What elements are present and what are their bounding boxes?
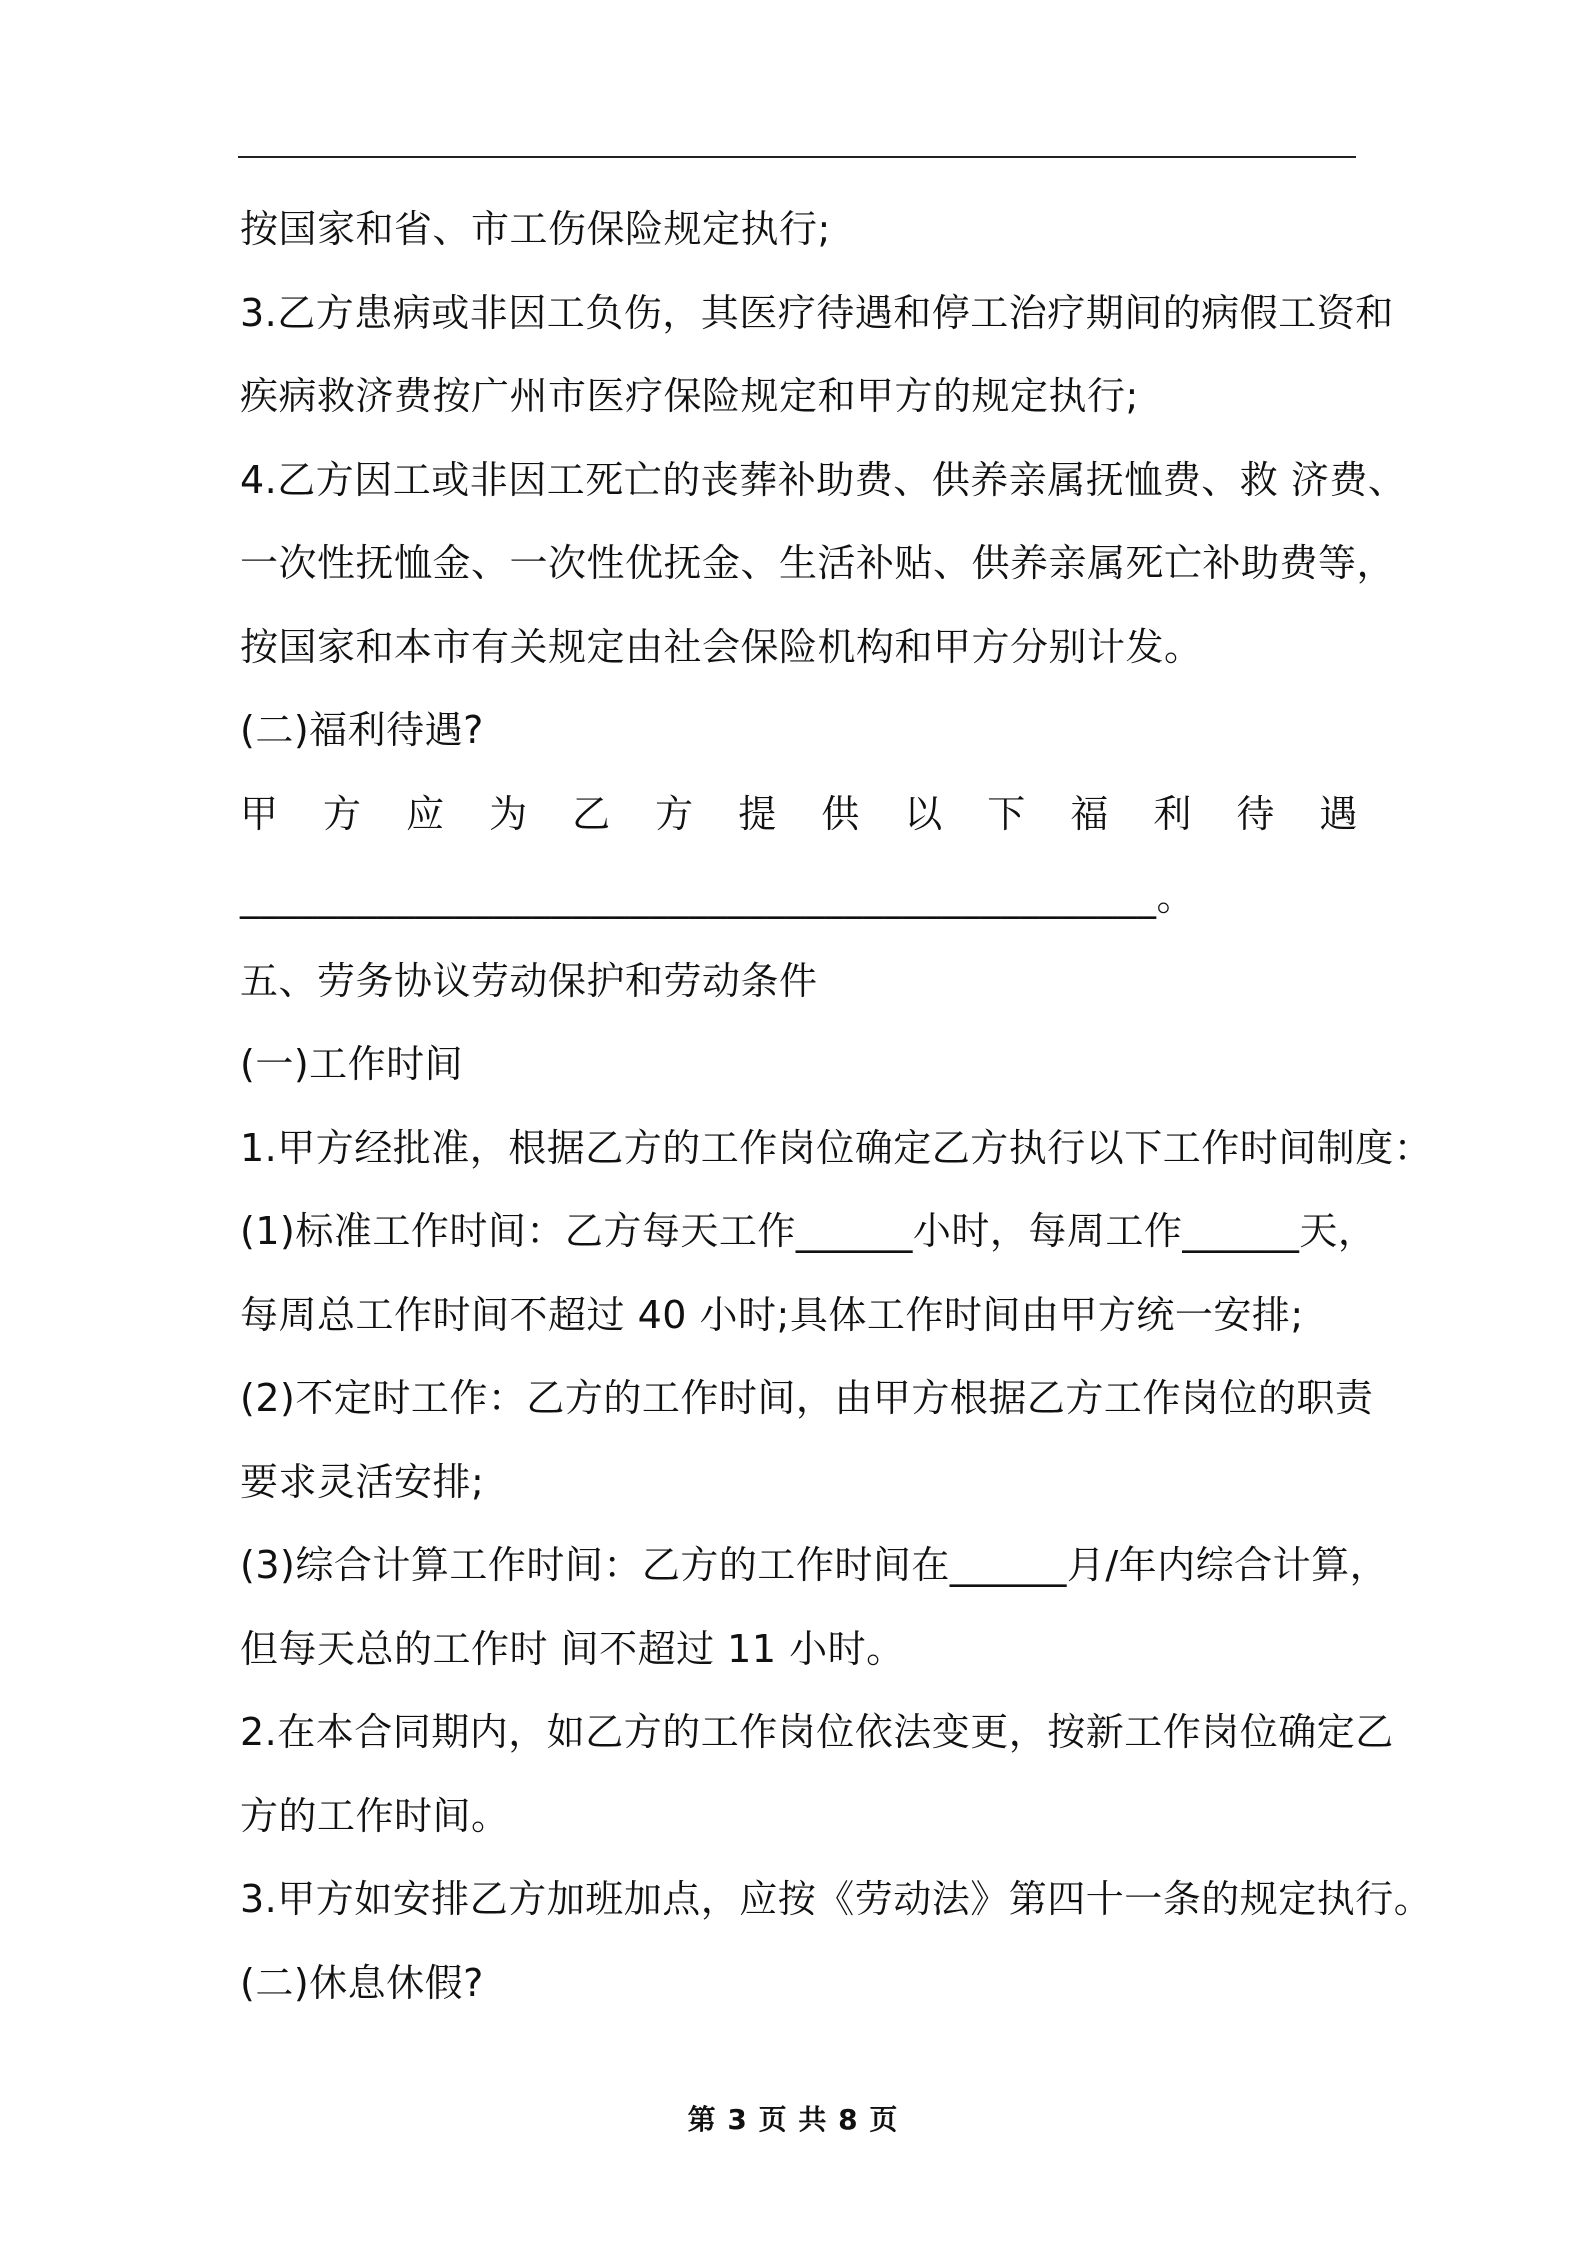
text-line: (1)标准工作时间：乙方每天工作______小时，每周工作______天，	[240, 1209, 1377, 1253]
text-line: 要求灵活安排;	[240, 1459, 485, 1504]
text-line: 2.在本合同期内，如乙方的工作岗位依法变更，按新工作岗位确定乙	[240, 1710, 1394, 1754]
spread-char: 遇	[1319, 791, 1358, 836]
spread-char: 乙	[572, 791, 611, 836]
spread-char: 福	[1070, 791, 1109, 836]
text-line: 按国家和本市有关规定由社会保险机构和甲方分别计发。	[240, 624, 1203, 669]
text-line: 疾病救济费按广州市医疗保险规定和甲方的规定执行;	[240, 374, 1139, 418]
text-line: 4.乙方因工或非因工死亡的丧葬补助费、供养亲属抚恤费、救 济费、	[240, 457, 1407, 502]
spread-char: 甲	[240, 791, 279, 836]
text-line: 方的工作时间。	[240, 1793, 510, 1838]
text-line: (2)不定时工作：乙方的工作时间，由甲方根据乙方工作岗位的职责	[240, 1376, 1374, 1420]
section-heading: (二)福利待遇?	[240, 708, 484, 752]
spread-char: 待	[1236, 791, 1275, 836]
spread-char: 供	[821, 791, 860, 836]
spread-char: 应	[406, 791, 445, 836]
fill-blank-line: _______________________________________________。	[240, 875, 1196, 919]
section-heading: (一)工作时间	[240, 1042, 464, 1086]
text-line: 3.乙方患病或非因工负伤，其医疗待遇和停工治疗期间的病假工资和	[240, 290, 1394, 335]
section-heading: (二)休息休假?	[240, 1960, 484, 2005]
spread-text-line	[240, 773, 1358, 857]
spread-char: 方	[323, 791, 362, 836]
document-body	[240, 188, 1433, 2025]
spread-char: 为	[489, 791, 528, 836]
spread-char: 以	[904, 791, 943, 836]
text-line: 按国家和省、市工伤保险规定执行;	[240, 207, 831, 251]
text-line: 1.甲方经批准，根据乙方的工作岗位确定乙方执行以下工作时间制度：	[240, 1125, 1433, 1170]
spread-char: 提	[738, 791, 777, 836]
spread-char: 下	[987, 791, 1026, 836]
spread-char: 利	[1153, 791, 1192, 836]
header-rule	[238, 156, 1356, 158]
spread-char: 方	[655, 791, 694, 836]
text-line: 3.甲方如安排乙方加班加点，应按《劳动法》第四十一条的规定执行。	[240, 1877, 1433, 1921]
text-line: 每周总工作时间不超过 40 小时;具体工作时间由甲方统一安排;	[240, 1292, 1304, 1337]
text-line: 但每天总的工作时 间不超过 11 小时。	[240, 1626, 905, 1671]
page-number: 第 3 页 共 8 页	[687, 2103, 899, 2136]
section-heading: 五、劳务协议劳动保护和劳动条件	[240, 958, 818, 1003]
text-line: 一次性抚恤金、一次性优抚金、生活补贴、供养亲属死亡补助费等，	[240, 541, 1396, 585]
text-line: (3)综合计算工作时间：乙方的工作时间在______月/年内综合计算，	[240, 1543, 1389, 1587]
